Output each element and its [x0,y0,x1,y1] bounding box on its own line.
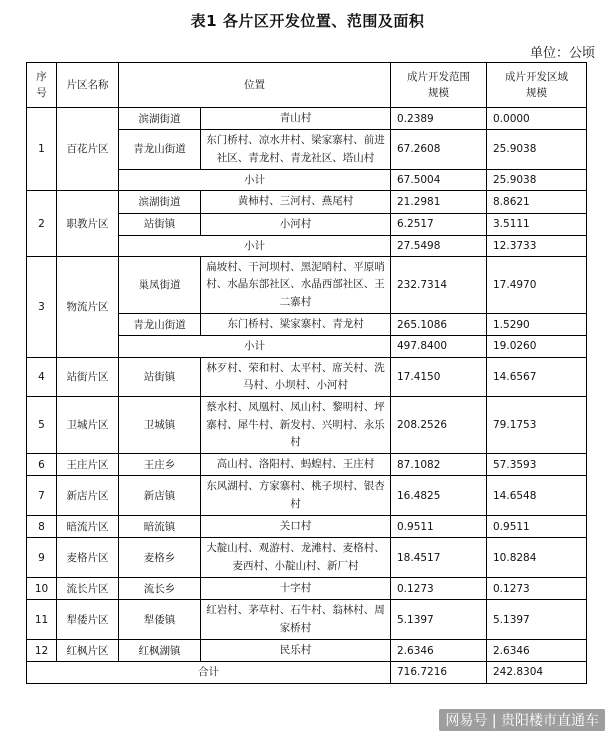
total-range: 716.7216 [391,662,487,683]
total-area: 242.8304 [487,662,587,683]
villages-cell: 关口村 [201,516,391,538]
villages-cell: 高山村、洛阳村、蚂蝗村、王庄村 [201,454,391,476]
subtotal-label: 小计 [119,169,391,190]
range-value: 21.2981 [391,191,487,213]
zone-table [26,62,587,684]
zone-name: 暗流片区 [57,516,119,538]
table-row [27,357,587,397]
zone-number: 9 [27,538,57,578]
table-row [27,191,587,213]
street-cell: 麦格乡 [119,538,201,578]
table-row [27,257,587,314]
street-cell: 红枫湖镇 [119,639,201,661]
range-value: 0.2389 [391,108,487,130]
street-cell: 王庄乡 [119,454,201,476]
street-cell: 巢凤街道 [119,257,201,314]
villages-cell: 黄柿村、三河村、燕尾村 [201,191,391,213]
zone-name: 职教片区 [57,191,119,257]
zone-number: 1 [27,108,57,191]
zone-name: 新店片区 [57,476,119,516]
street-cell: 站街镇 [119,357,201,397]
header-name: 片区名称 [57,63,119,108]
page-title: 表1 各片区开发位置、范围及面积 [190,12,425,30]
villages-cell: 民乐村 [201,639,391,661]
villages-cell: 东门桥村、凉水井村、梁家寨村、前进社区、青龙村、青龙社区、塔山村 [201,130,391,170]
area-value: 5.1397 [487,600,587,640]
header-location: 位置 [119,63,391,108]
area-value: 25.9038 [487,130,587,170]
range-value: 265.1086 [391,314,487,336]
range-value: 6.2517 [391,213,487,235]
zone-name: 流长片区 [57,578,119,600]
header-range: 成片开发范围 规模 [391,63,487,108]
range-value: 87.1082 [391,454,487,476]
street-cell: 卫城镇 [119,397,201,454]
table-row [27,108,587,130]
range-value: 16.4825 [391,476,487,516]
villages-cell: 青山村 [201,108,391,130]
range-value: 0.1273 [391,578,487,600]
area-value: 10.8284 [487,538,587,578]
zone-name: 麦格片区 [57,538,119,578]
zone-number: 11 [27,600,57,640]
villages-cell: 扁坡村、干河坝村、黑泥哨村、平原哨村、水晶东部社区、水晶西部社区、王二寨村 [201,257,391,314]
area-value: 0.1273 [487,578,587,600]
range-value: 17.4150 [391,357,487,397]
area-value: 79.1753 [487,397,587,454]
header-row [27,63,587,108]
street-cell: 滨湖街道 [119,191,201,213]
subtotal-label: 小计 [119,235,391,256]
subtotal-range: 67.5004 [391,169,487,190]
total-label: 合计 [27,662,391,683]
street-cell: 新店镇 [119,476,201,516]
street-cell: 青龙山街道 [119,314,201,336]
villages-cell: 大靛山村、观游村、龙滩村、麦格村、麦西村、小靛山村、新厂村 [201,538,391,578]
street-cell: 青龙山街道 [119,130,201,170]
zone-name: 卫城片区 [57,397,119,454]
villages-cell: 东门桥村、梁家寨村、青龙村 [201,314,391,336]
area-value: 3.5111 [487,213,587,235]
zone-number: 4 [27,357,57,397]
header-no: 序 号 [27,63,57,108]
table-row [27,578,587,600]
area-value: 0.0000 [487,108,587,130]
area-value: 8.8621 [487,191,587,213]
zone-number: 6 [27,454,57,476]
villages-cell: 蔡水村、凤凰村、凤山村、黎明村、坪寨村、犀牛村、新发村、兴明村、永乐村 [201,397,391,454]
area-value: 14.6548 [487,476,587,516]
zone-number: 12 [27,639,57,661]
table-body [27,108,587,662]
zone-number: 10 [27,578,57,600]
range-value: 0.9511 [391,516,487,538]
subtotal-area: 25.9038 [487,169,587,190]
zone-number: 7 [27,476,57,516]
range-value: 232.7314 [391,257,487,314]
area-value: 14.6567 [487,357,587,397]
zone-number: 3 [27,257,57,358]
table-row [27,639,587,661]
subtotal-range: 27.5498 [391,235,487,256]
total-row [27,662,587,683]
table-row [27,476,587,516]
area-value: 57.3593 [487,454,587,476]
zone-name: 百花片区 [57,108,119,191]
street-cell: 流长乡 [119,578,201,600]
table-row [27,538,587,578]
range-value: 5.1397 [391,600,487,640]
zone-name: 物流片区 [57,257,119,358]
table-row [27,516,587,538]
area-value: 1.5290 [487,314,587,336]
zone-name: 王庄片区 [57,454,119,476]
villages-cell: 红岩村、茅草村、石牛村、翁林村、周家桥村 [201,600,391,640]
table-row [27,454,587,476]
subtotal-area: 12.3733 [487,235,587,256]
table-row [27,600,587,640]
street-cell: 暗流镇 [119,516,201,538]
street-cell: 犁倭镇 [119,600,201,640]
subtotal-label: 小计 [119,336,391,357]
subtotal-area: 19.0260 [487,336,587,357]
unit-label: 单位：公顷 [529,46,595,61]
header-area: 成片开发区域 规模 [487,63,587,108]
villages-cell: 林歹村、荣和村、太平村、席关村、洗马村、小坝村、小河村 [201,357,391,397]
zone-name: 红枫片区 [57,639,119,661]
zone-number: 2 [27,191,57,257]
range-value: 2.6346 [391,639,487,661]
range-value: 18.4517 [391,538,487,578]
zone-number: 8 [27,516,57,538]
zone-name: 站街片区 [57,357,119,397]
range-value: 67.2608 [391,130,487,170]
zone-number: 5 [27,397,57,454]
watermark: 网易号 | 贵阳楼市直通车 [439,709,605,731]
range-value: 208.2526 [391,397,487,454]
villages-cell: 东风湖村、方家寨村、桃子坝村、银杏村 [201,476,391,516]
area-value: 0.9511 [487,516,587,538]
subtotal-range: 497.8400 [391,336,487,357]
villages-cell: 十字村 [201,578,391,600]
table-row [27,397,587,454]
area-value: 17.4970 [487,257,587,314]
villages-cell: 小河村 [201,213,391,235]
area-value: 2.6346 [487,639,587,661]
street-cell: 滨湖街道 [119,108,201,130]
zone-name: 犁倭片区 [57,600,119,640]
street-cell: 站街镇 [119,213,201,235]
